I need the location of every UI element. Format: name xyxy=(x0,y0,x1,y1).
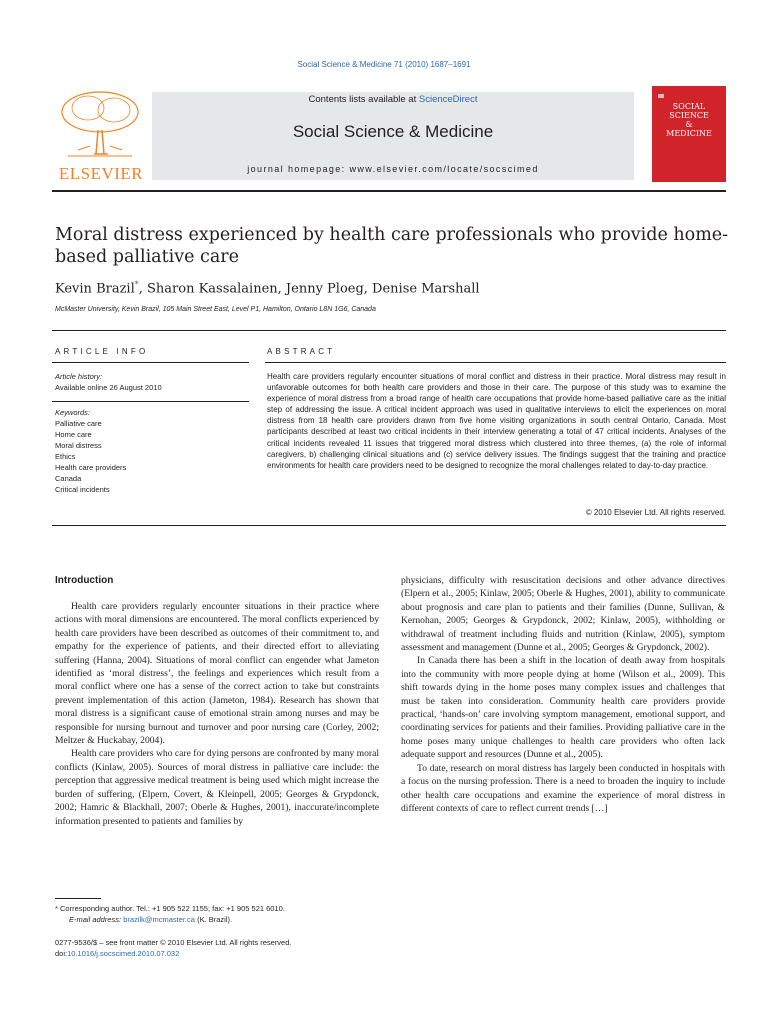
footnote-corresponding: * Corresponding author. Tel.: +1 905 522 1155; fax: +1 905 521 6010. E-mail address: brazilk@mcmaster.ca (K. Brazil). xyxy=(55,904,285,924)
keyword: Critical incidents xyxy=(55,485,110,494)
keyword: Canada xyxy=(55,474,82,483)
front-matter-rule xyxy=(52,525,726,526)
journal-title: Social Science & Medicine xyxy=(292,122,494,141)
keywords-block: Keywords: Palliative care Home care Moral distress Ethics Health care providers Canada Critical incidents xyxy=(55,407,250,495)
footnote-issn: 0277-9536/$ – see front matter © 2010 Elsevier Ltd. All rights reserved. doi:10.1016/j.socscimed.2010.07.032 xyxy=(55,938,292,958)
body-column-right xyxy=(401,574,725,815)
history-rule xyxy=(52,401,249,402)
introduction-heading: Introduction xyxy=(55,575,114,586)
footnote-rule xyxy=(55,898,101,899)
affiliation-rule xyxy=(52,330,726,331)
author-list: Kevin Brazil*, Sharon Kassalainen, Jenny Ploeg, Denise Marshall xyxy=(55,280,480,297)
paragraph: Health care providers regularly encounter situations in their practice where actions with moral dimensions are encountered. The moral conflicts experienced by health care providers have been described as outcomes of their commitment to, and empathy for the experience of patients, and their directed effort to alleviating suffering (Hanna, 2004). Situations of moral conflict can engender what Jameton identified as ‘moral distress’, the feelings and experiences which result from a moral conflict where one has a sense of the correct action to take but constraints prevent implementation of this action (Jameton, 1984). Research has shown that moral distress is a significant cause of emotional strain among nurses and may be responsible for nursing burnout and turnover and poor nursing care (Corley, 2002; Meltzer & Huckabay, 2004). xyxy=(55,601,379,747)
article-info-rule xyxy=(52,362,249,363)
doi-link[interactable]: 10.1016/j.socscimed.2010.07.032 xyxy=(67,949,180,958)
journal-masthead xyxy=(52,86,726,184)
journal-banner xyxy=(152,92,634,180)
affiliation: McMaster University, Kevin Brazil, 105 Main Street East, Level P1, Hamilton, Ontario L8N 1G6, Canada xyxy=(55,306,376,313)
body-column-left xyxy=(55,600,379,828)
journal-citation[interactable]: Social Science & Medicine 71 (2010) 1687–1691 xyxy=(297,60,471,69)
keyword: Palliative care xyxy=(55,419,102,428)
paragraph: physicians, difficulty with resuscitation decisions and other advance directives (Elpern et al., 2005; Kinlaw, 2005; Oberle & Hughes, 2001), ability to communicate about prognosis and care plan to patients and their families (Dunne, Sullivan, & Kernohan, 2005; Georges & Grypdonck, 2002; Kinlaw, 2005), withholding or withdrawal of treatment including fluids and nutrition (Kinlaw, 2005), symptom assessment and management (Dunne et al., 2005; Georges & Grypdonck, 2002). xyxy=(401,575,725,654)
keyword: Ethics xyxy=(55,452,76,461)
elsevier-wordmark: ELSEVIER xyxy=(58,164,144,183)
contents-line: Contents lists available at ScienceDirect xyxy=(308,94,478,105)
paragraph: In Canada there has been a shift in the location of death away from hospitals into the community with more people dying at home (Wilson et al., 2009). This shift towards dying in the home poses many complex issues and challenges that must be taken into consideration. Community health care providers provide practical, ‘hands-on’ care involving symptom management, emotional support, and coordinating services for patients and their families. Providing palliative care in the home poses many unique challenges to health care providers who often lack adequate support and resources (Dunne et al., 2005). xyxy=(401,655,725,761)
journal-homepage[interactable]: journal homepage: www.elsevier.com/locate/socscimed xyxy=(247,164,539,174)
keyword: Health care providers xyxy=(55,463,127,472)
abstract-text: Health care providers regularly encounter situations of moral conflict and distress in their practice. Moral distress may result in unfavorable outcomes for both health care providers and those in their care. The purpose of this study was to examine the experience of moral distress from a broad range of health care occupations that provide home-based palliative care as the initial step of addressing the issue. A critical incident approach was used in qualitative interviews to elicit the experiences on moral distress from 18 health care providers drawn from five home visiting organizations in south central Ontario, Canada. Most participants described at least two critical incidents in their interview generating a total of 47 critical incidents. Analyses of the critical incidents revealed 11 issues that triggered moral distress which clustered into three themes, (a) the role of informal caregivers, b) challenging clinical situations and (c) service delivery issues. The findings suggest that the training and practice environments for health care providers need to be designed to recognize the moral challenges related to day-to-day practice. xyxy=(267,372,726,470)
paragraph: To date, research on moral distress has largely been conducted in hospitals with a focus on the nursing profession. There is a need to broaden the inquiry to include other health care occupations and examine the experience of moral distress in different contexts of care to reflect current trends […] xyxy=(401,762,725,814)
author-email-link[interactable]: brazilk@mcmaster.ca xyxy=(123,915,195,924)
masthead-rule xyxy=(52,190,726,192)
keyword: Moral distress xyxy=(55,441,102,450)
article-history: Article history: Available online 26 August 2010 xyxy=(55,372,162,392)
cover-mark xyxy=(658,94,664,98)
paper-title: Moral distress experienced by health care professionals who provide home-based palliative care xyxy=(55,225,729,267)
journal-cover-thumbnail[interactable] xyxy=(652,86,726,182)
elsevier-logo[interactable] xyxy=(52,86,150,184)
abstract-heading: ABSTRACT xyxy=(267,347,336,356)
keyword: Home care xyxy=(55,430,92,439)
paragraph: Health care providers who care for dying persons are confronted by many moral conflicts (Kinlaw, 2005). Sources of moral distress in palliative care include: the perception that aggressive medical treatment is being used which might increase the burden of suffering, (Elpern, Covert, & Kleinpell, 2005; Georges & Grypdonck, 2002; Hamric & Blackhall, 2007; Oberle & Hughes, 2001), inaccurate/incomplete information presented to patients and families by xyxy=(55,748,379,827)
elsevier-tree-icon xyxy=(58,90,142,158)
article-info-heading: ARTICLE INFO xyxy=(55,347,149,356)
abstract-rule xyxy=(265,362,726,363)
abstract-copyright: © 2010 Elsevier Ltd. All rights reserved. xyxy=(585,508,726,517)
cover-title: SOCIAL SCIENCE & MEDICINE xyxy=(666,102,712,138)
sciencedirect-link[interactable]: ScienceDirect xyxy=(418,94,478,105)
corresponding-author-mark[interactable]: * xyxy=(134,280,139,289)
